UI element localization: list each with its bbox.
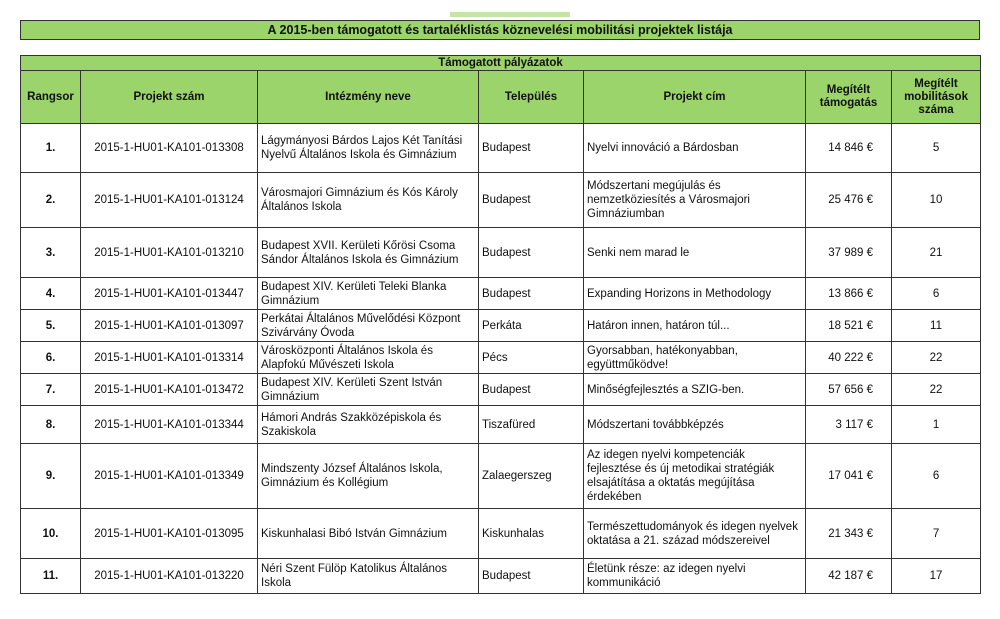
row-mobilities: 11 [892, 310, 981, 342]
row-project-code: 2015-1-HU01-KA101-013124 [81, 173, 258, 228]
row-project-title: Az idegen nyelvi kompetenciák fejlesztése és új metodikai stratégiák elsajátítása a oktatás megújítása érdekében [584, 444, 806, 509]
row-grant: 40 222 € [806, 342, 892, 374]
row-institution: Budapest XIV. Kerületi Teleki Blanka Gimnázium [258, 278, 479, 310]
row-grant: 37 989 € [806, 228, 892, 278]
col-header-project-title: Projekt cím [584, 71, 806, 124]
row-city: Budapest [479, 228, 584, 278]
table-row [21, 374, 981, 406]
row-rank: 5. [21, 310, 81, 342]
section-title: Támogatott pályázatok [21, 56, 981, 71]
table-row [21, 228, 981, 278]
row-mobilities: 22 [892, 374, 981, 406]
row-rank: 8. [21, 406, 81, 444]
row-city: Budapest [479, 278, 584, 310]
row-rank: 7. [21, 374, 81, 406]
row-project-title: Életünk része: az idegen nyelvi kommunikáció [584, 559, 806, 594]
table-row [21, 509, 981, 559]
row-mobilities: 17 [892, 559, 981, 594]
row-project-title: Nyelvi innováció a Bárdosban [584, 124, 806, 173]
row-mobilities: 6 [892, 278, 981, 310]
row-mobilities: 21 [892, 228, 981, 278]
row-rank: 6. [21, 342, 81, 374]
table-row [21, 444, 981, 509]
row-grant: 57 656 € [806, 374, 892, 406]
row-mobilities: 10 [892, 173, 981, 228]
table-row [21, 342, 981, 374]
row-project-code: 2015-1-HU01-KA101-013308 [81, 124, 258, 173]
row-grant: 25 476 € [806, 173, 892, 228]
col-header-rank: Rangsor [21, 71, 81, 124]
row-city: Tiszafüred [479, 406, 584, 444]
row-city: Budapest [479, 559, 584, 594]
row-project-code: 2015-1-HU01-KA101-013349 [81, 444, 258, 509]
row-project-title: Expanding Horizons in Methodology [584, 278, 806, 310]
projects-table [20, 55, 981, 594]
col-header-project-code: Projekt szám [81, 71, 258, 124]
row-city: Kiskunhalas [479, 509, 584, 559]
row-rank: 11. [21, 559, 81, 594]
row-rank: 9. [21, 444, 81, 509]
row-mobilities: 7 [892, 509, 981, 559]
row-project-title: Minőségfejlesztés a SZIG-ben. [584, 374, 806, 406]
row-city: Pécs [479, 342, 584, 374]
row-mobilities: 22 [892, 342, 981, 374]
row-institution: Perkátai Általános Művelődési Központ Szivárvány Óvoda [258, 310, 479, 342]
row-city: Zalaegerszeg [479, 444, 584, 509]
row-city: Budapest [479, 173, 584, 228]
row-institution: Lágymányosi Bárdos Lajos Két Tanítási Nyelvű Általános Iskola és Gimnázium [258, 124, 479, 173]
row-institution: Városközponti Általános Iskola és Alapfokú Művészeti Iskola [258, 342, 479, 374]
row-project-title: Gyorsabban, hatékonyabban, együttműködve! [584, 342, 806, 374]
row-institution: Budapest XIV. Kerületi Szent István Gimnázium [258, 374, 479, 406]
row-rank: 2. [21, 173, 81, 228]
row-project-title: Módszertani továbbképzés [584, 406, 806, 444]
row-project-code: 2015-1-HU01-KA101-013097 [81, 310, 258, 342]
row-grant: 18 521 € [806, 310, 892, 342]
table-row [21, 406, 981, 444]
col-header-mobilities: Megítélt mobilitások száma [892, 71, 981, 124]
document-title: A 2015-ben támogatott és tartaléklistás köznevelési mobilitási projektek listája [20, 20, 980, 40]
row-institution: Kiskunhalasi Bibó István Gimnázium [258, 509, 479, 559]
table-row [21, 278, 981, 310]
row-grant: 14 846 € [806, 124, 892, 173]
row-institution: Budapest XVII. Kerületi Kőrösi Csoma Sándor Általános Iskola és Gimnázium [258, 228, 479, 278]
col-header-city: Település [479, 71, 584, 124]
row-rank: 1. [21, 124, 81, 173]
row-project-code: 2015-1-HU01-KA101-013220 [81, 559, 258, 594]
row-grant: 42 187 € [806, 559, 892, 594]
row-institution: Mindszenty József Általános Iskola, Gimnázium és Kollégium [258, 444, 479, 509]
col-header-grant: Megítélt támogatás [806, 71, 892, 124]
row-city: Budapest [479, 124, 584, 173]
row-city: Perkáta [479, 310, 584, 342]
row-mobilities: 5 [892, 124, 981, 173]
table-row [21, 310, 981, 342]
col-header-institution: Intézmény neve [258, 71, 479, 124]
top-accent-bar [450, 12, 570, 17]
row-project-title: Módszertani megújulás és nemzetköziesítés a Városmajori Gimnáziumban [584, 173, 806, 228]
row-project-code: 2015-1-HU01-KA101-013344 [81, 406, 258, 444]
row-mobilities: 6 [892, 444, 981, 509]
row-institution: Hámori András Szakközépiskola és Szakiskola [258, 406, 479, 444]
row-grant: 3 117 € [806, 406, 892, 444]
row-project-code: 2015-1-HU01-KA101-013314 [81, 342, 258, 374]
row-project-code: 2015-1-HU01-KA101-013447 [81, 278, 258, 310]
row-institution: Városmajori Gimnázium és Kós Károly Általános Iskola [258, 173, 479, 228]
row-project-code: 2015-1-HU01-KA101-013472 [81, 374, 258, 406]
row-grant: 21 343 € [806, 509, 892, 559]
row-project-title: Határon innen, határon túl... [584, 310, 806, 342]
row-city: Budapest [479, 374, 584, 406]
row-rank: 4. [21, 278, 81, 310]
row-project-code: 2015-1-HU01-KA101-013210 [81, 228, 258, 278]
row-project-title: Senki nem marad le [584, 228, 806, 278]
table-row [21, 173, 981, 228]
row-project-code: 2015-1-HU01-KA101-013095 [81, 509, 258, 559]
row-project-title: Természettudományok és idegen nyelvek oktatása a 21. század módszereivel [584, 509, 806, 559]
row-rank: 10. [21, 509, 81, 559]
row-rank: 3. [21, 228, 81, 278]
table-row [21, 124, 981, 173]
table-row [21, 559, 981, 594]
row-grant: 17 041 € [806, 444, 892, 509]
row-grant: 13 866 € [806, 278, 892, 310]
row-institution: Néri Szent Fülöp Katolikus Általános Iskola [258, 559, 479, 594]
row-mobilities: 1 [892, 406, 981, 444]
